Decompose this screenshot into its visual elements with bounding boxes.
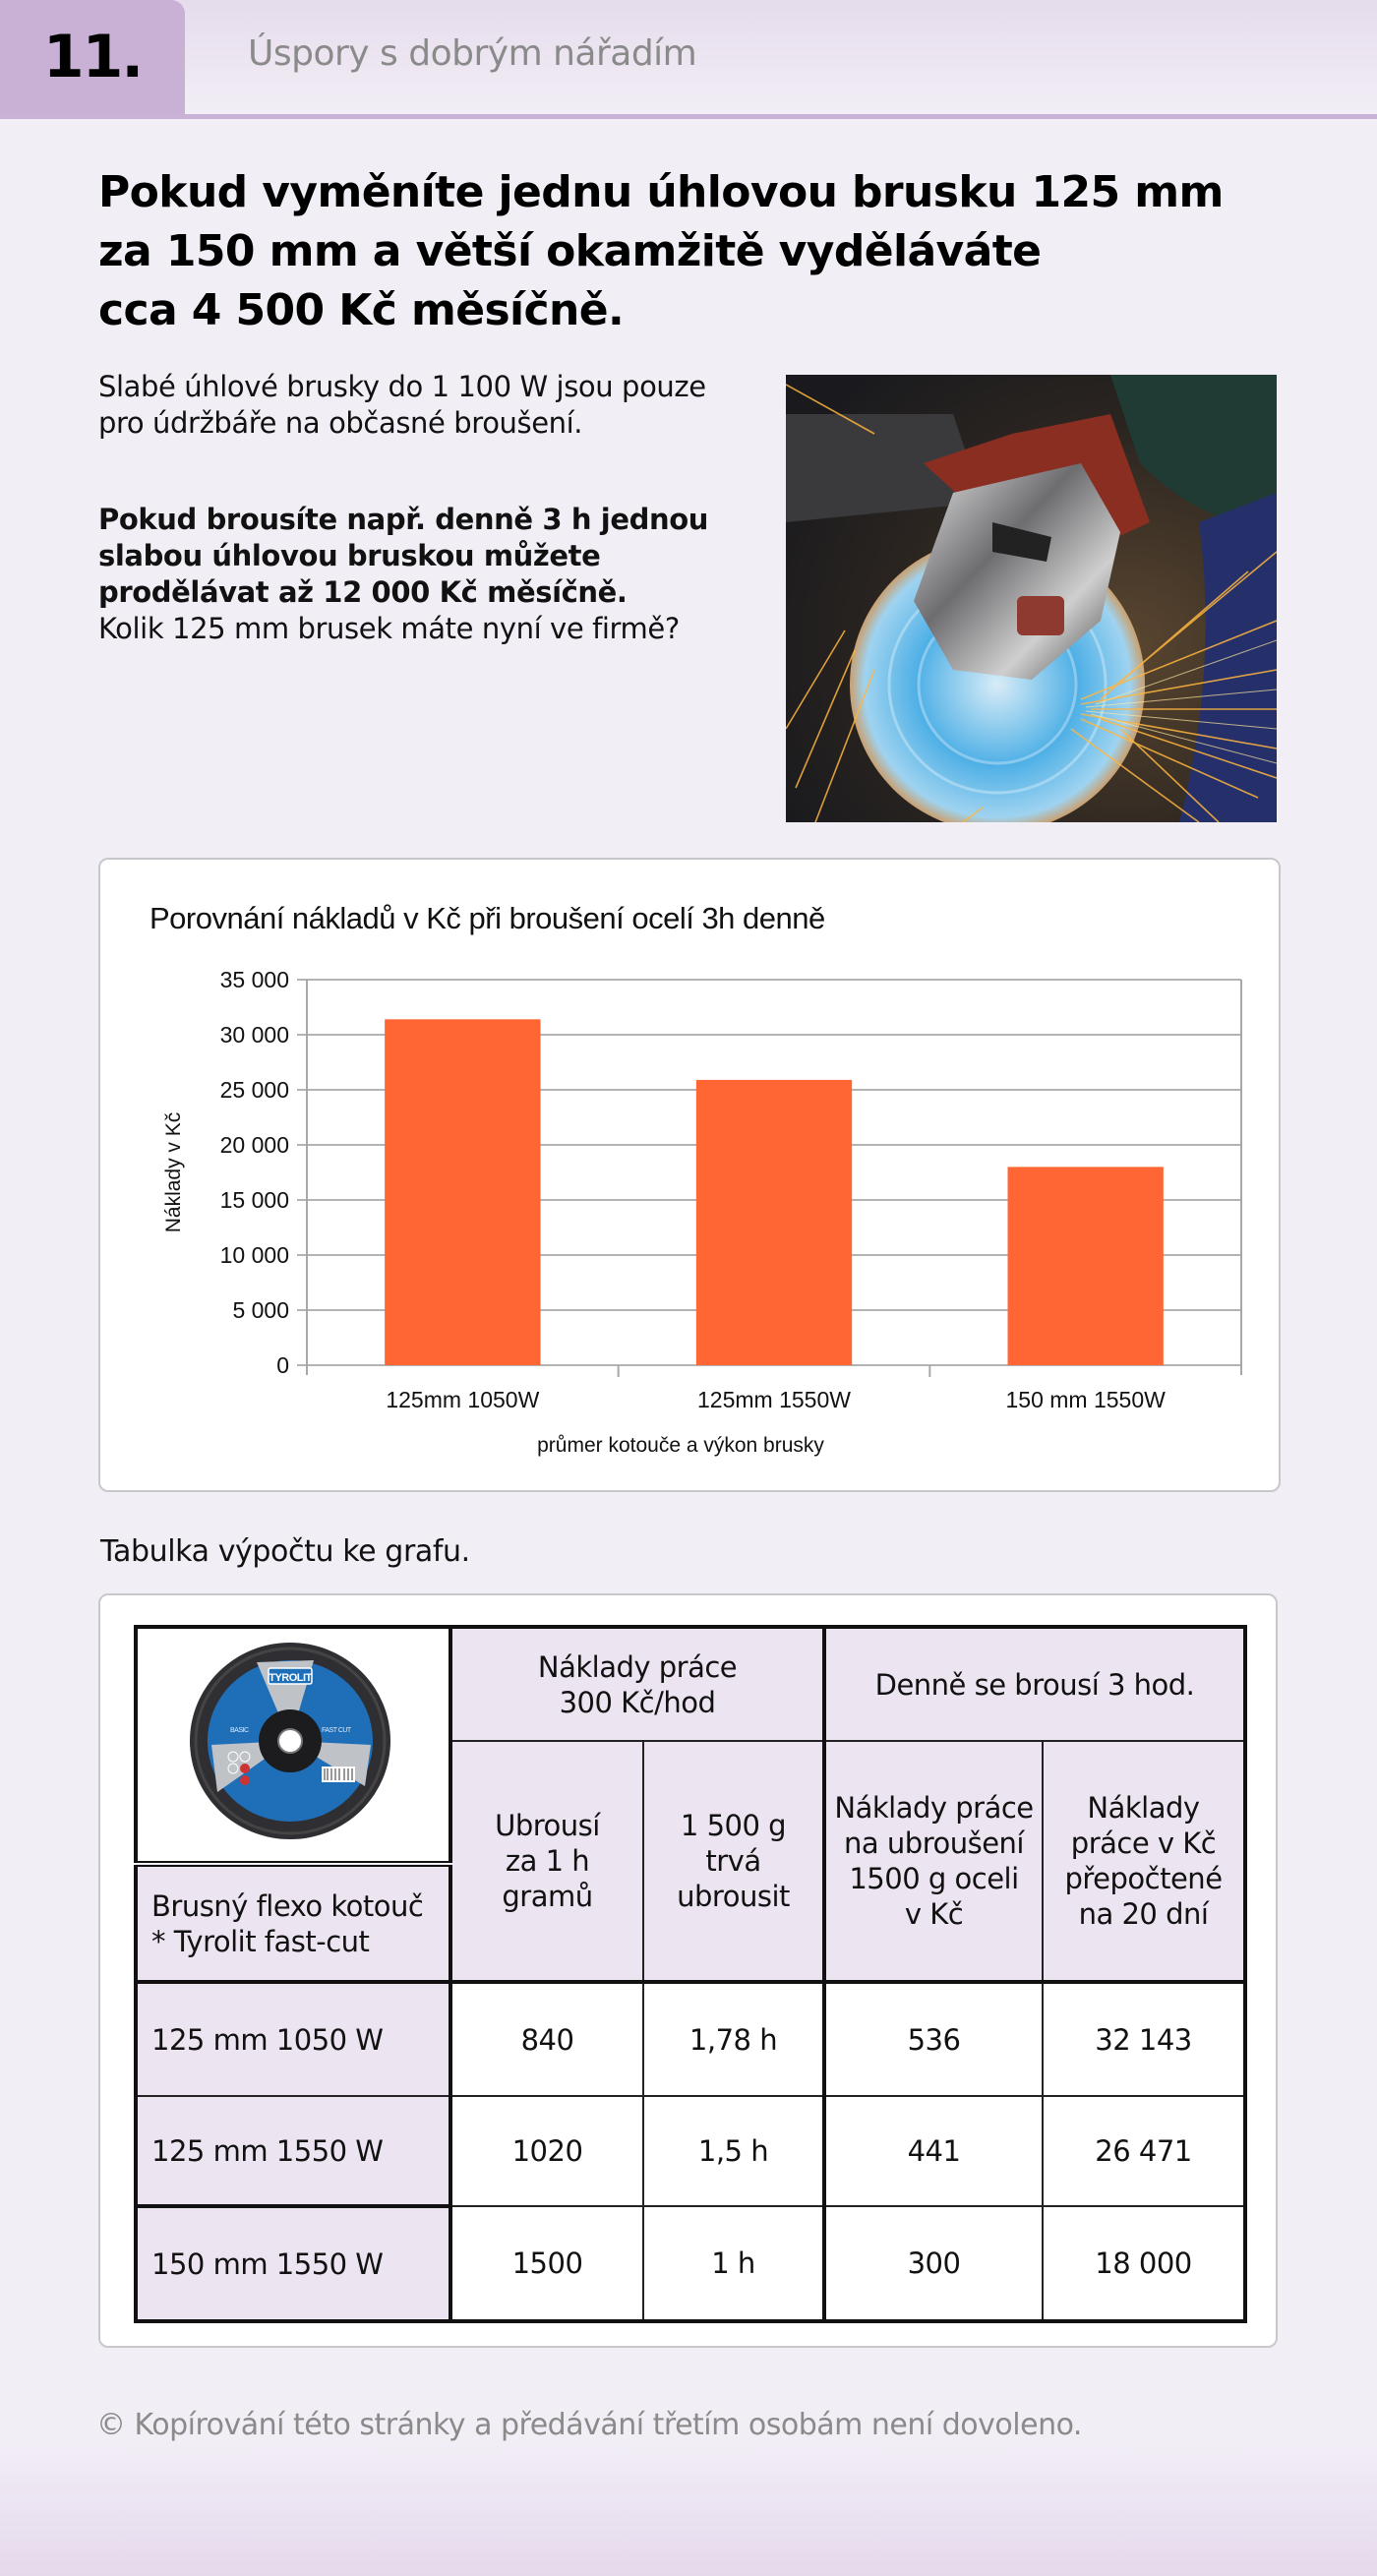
section-title: Úspory s dobrým nářadím [248,33,697,74]
loss-bold-text: Pokud brousíte např. denně 3 h jednou [98,503,708,536]
chart-x-axis-title: průmer kotouče a výkon brusky [537,1434,824,1457]
cell-grams: 1020 [450,2096,643,2206]
header-line: trvá [705,1844,761,1878]
loss-paragraph [98,502,777,647]
header-line: Náklady [1087,1791,1200,1825]
y-tick-label: 5 000 [232,1297,289,1323]
page-header [0,0,1377,119]
header-line: Ubrousí [495,1809,600,1842]
row-header-line: Brusný flexo kotouč [151,1888,424,1923]
y-tick-label: 30 000 [219,1022,289,1048]
cell-cost: 441 [824,2096,1043,2206]
col-header-cost-20-days [1043,1741,1245,1982]
row-label: 125 mm 1050 W [136,1982,450,2096]
tyrolit-disc-image [139,1629,448,1853]
svg-text:FAST CUT: FAST CUT [322,1727,351,1734]
col-header-time-1500g [643,1741,824,1982]
header-line: přepočtené [1064,1862,1223,1895]
cell-cost: 300 [824,2206,1043,2321]
header-line: 1500 g oceli [849,1862,1019,1895]
headline-line: za 150 mm a větší okamžitě vyděláváte [98,226,1042,276]
header-line: za 1 h [505,1844,590,1878]
header-line: na 20 dní [1078,1897,1209,1931]
row-label: 150 mm 1550 W [136,2206,450,2321]
y-tick-label: 15 000 [219,1187,289,1213]
loss-bold-text: prodělávat až 12 000 Kč měsíčně. [98,575,628,609]
section-number-badge [0,0,185,114]
copyright-notice: © Kopírování této stránky a předávání třetím osobám není dovoleno. [96,2408,1082,2442]
header-line: práce v Kč [1070,1827,1217,1860]
header-line: 300 Kč/hod [559,1685,716,1719]
x-tick-label: 125mm 1550W [697,1387,851,1412]
table-row [136,2096,1245,2206]
row-header-title [136,1864,450,1982]
header-line: Denně se brousí 3 hod. [874,1667,1195,1702]
header-line: na ubroušení [844,1827,1024,1860]
chart-card [98,858,1281,1492]
cell-time: 1 h [643,2206,824,2321]
header-line: ubrousit [677,1880,790,1913]
intro-paragraph [98,369,767,442]
y-tick-label: 10 000 [219,1242,289,1268]
question-line: Kolik 125 mm brusek máte nyní ve firmě? [98,612,680,645]
cell-cost-20-days: 32 143 [1043,1982,1245,2096]
header-line: 1 500 g [680,1809,787,1842]
grinder-illustration [786,375,1277,822]
cell-cost-20-days: 26 471 [1043,2096,1245,2206]
col-header-grams-per-hour [450,1741,643,1982]
table-row [136,1982,1245,2096]
x-tick-label: 125mm 1050W [386,1387,540,1412]
cell-cost-20-days: 18 000 [1043,2206,1245,2321]
intro-line: pro údržbáře na občasné broušení. [98,406,583,440]
cell-grams: 1500 [450,2206,643,2321]
cell-grams: 840 [450,1982,643,2096]
headline-line: cca 4 500 Kč měsíčně. [98,285,625,335]
disc-image-cell [136,1627,450,1864]
table-row [136,2206,1245,2321]
cell-time: 1,5 h [643,2096,824,2206]
headline-line: Pokud vyměníte jednu úhlovou brusku 125 mm [98,167,1224,217]
y-tick-label: 35 000 [219,967,289,992]
calculation-table [134,1625,1247,2323]
y-tick-label: 25 000 [219,1077,289,1103]
row-label: 125 mm 1550 W [136,2096,450,2206]
y-tick-label: 0 [276,1352,289,1378]
header-line: gramů [502,1880,593,1913]
header-line: v Kč [904,1897,964,1931]
loss-line [98,502,777,538]
loss-line [98,538,777,574]
headline [98,163,1279,340]
header-line: Náklady práce [834,1791,1034,1825]
header-daily-grinding [824,1627,1245,1741]
loss-bold-text: slabou úhlovou bruskou můžete [98,539,601,572]
chart-y-axis-title: Náklady v Kč [162,1111,185,1233]
angle-grinder-photo [786,375,1277,822]
chart-title: Porovnání nákladů v Kč při broušení ocelí 3h denně [150,901,825,935]
loss-line [98,574,777,611]
table-caption: Tabulka výpočtu ke grafu. [100,1534,470,1569]
intro-line: Slabé úhlové brusky do 1 100 W jsou pouze [98,370,706,403]
section-number: 11. [42,23,143,91]
header-line: Náklady práce [537,1649,738,1684]
cell-time: 1,78 h [643,1982,824,2096]
cell-cost: 536 [824,1982,1043,2096]
svg-text:BASIC: BASIC [230,1727,249,1734]
x-tick-label: 150 mm 1550W [1005,1387,1166,1412]
y-tick-label: 20 000 [219,1132,289,1158]
header-labor-cost [450,1627,824,1741]
row-header-line: * Tyrolit fast-cut [151,1924,370,1958]
svg-text:TYROLIT: TYROLIT [269,1672,312,1684]
col-header-cost-1500g [824,1741,1043,1982]
